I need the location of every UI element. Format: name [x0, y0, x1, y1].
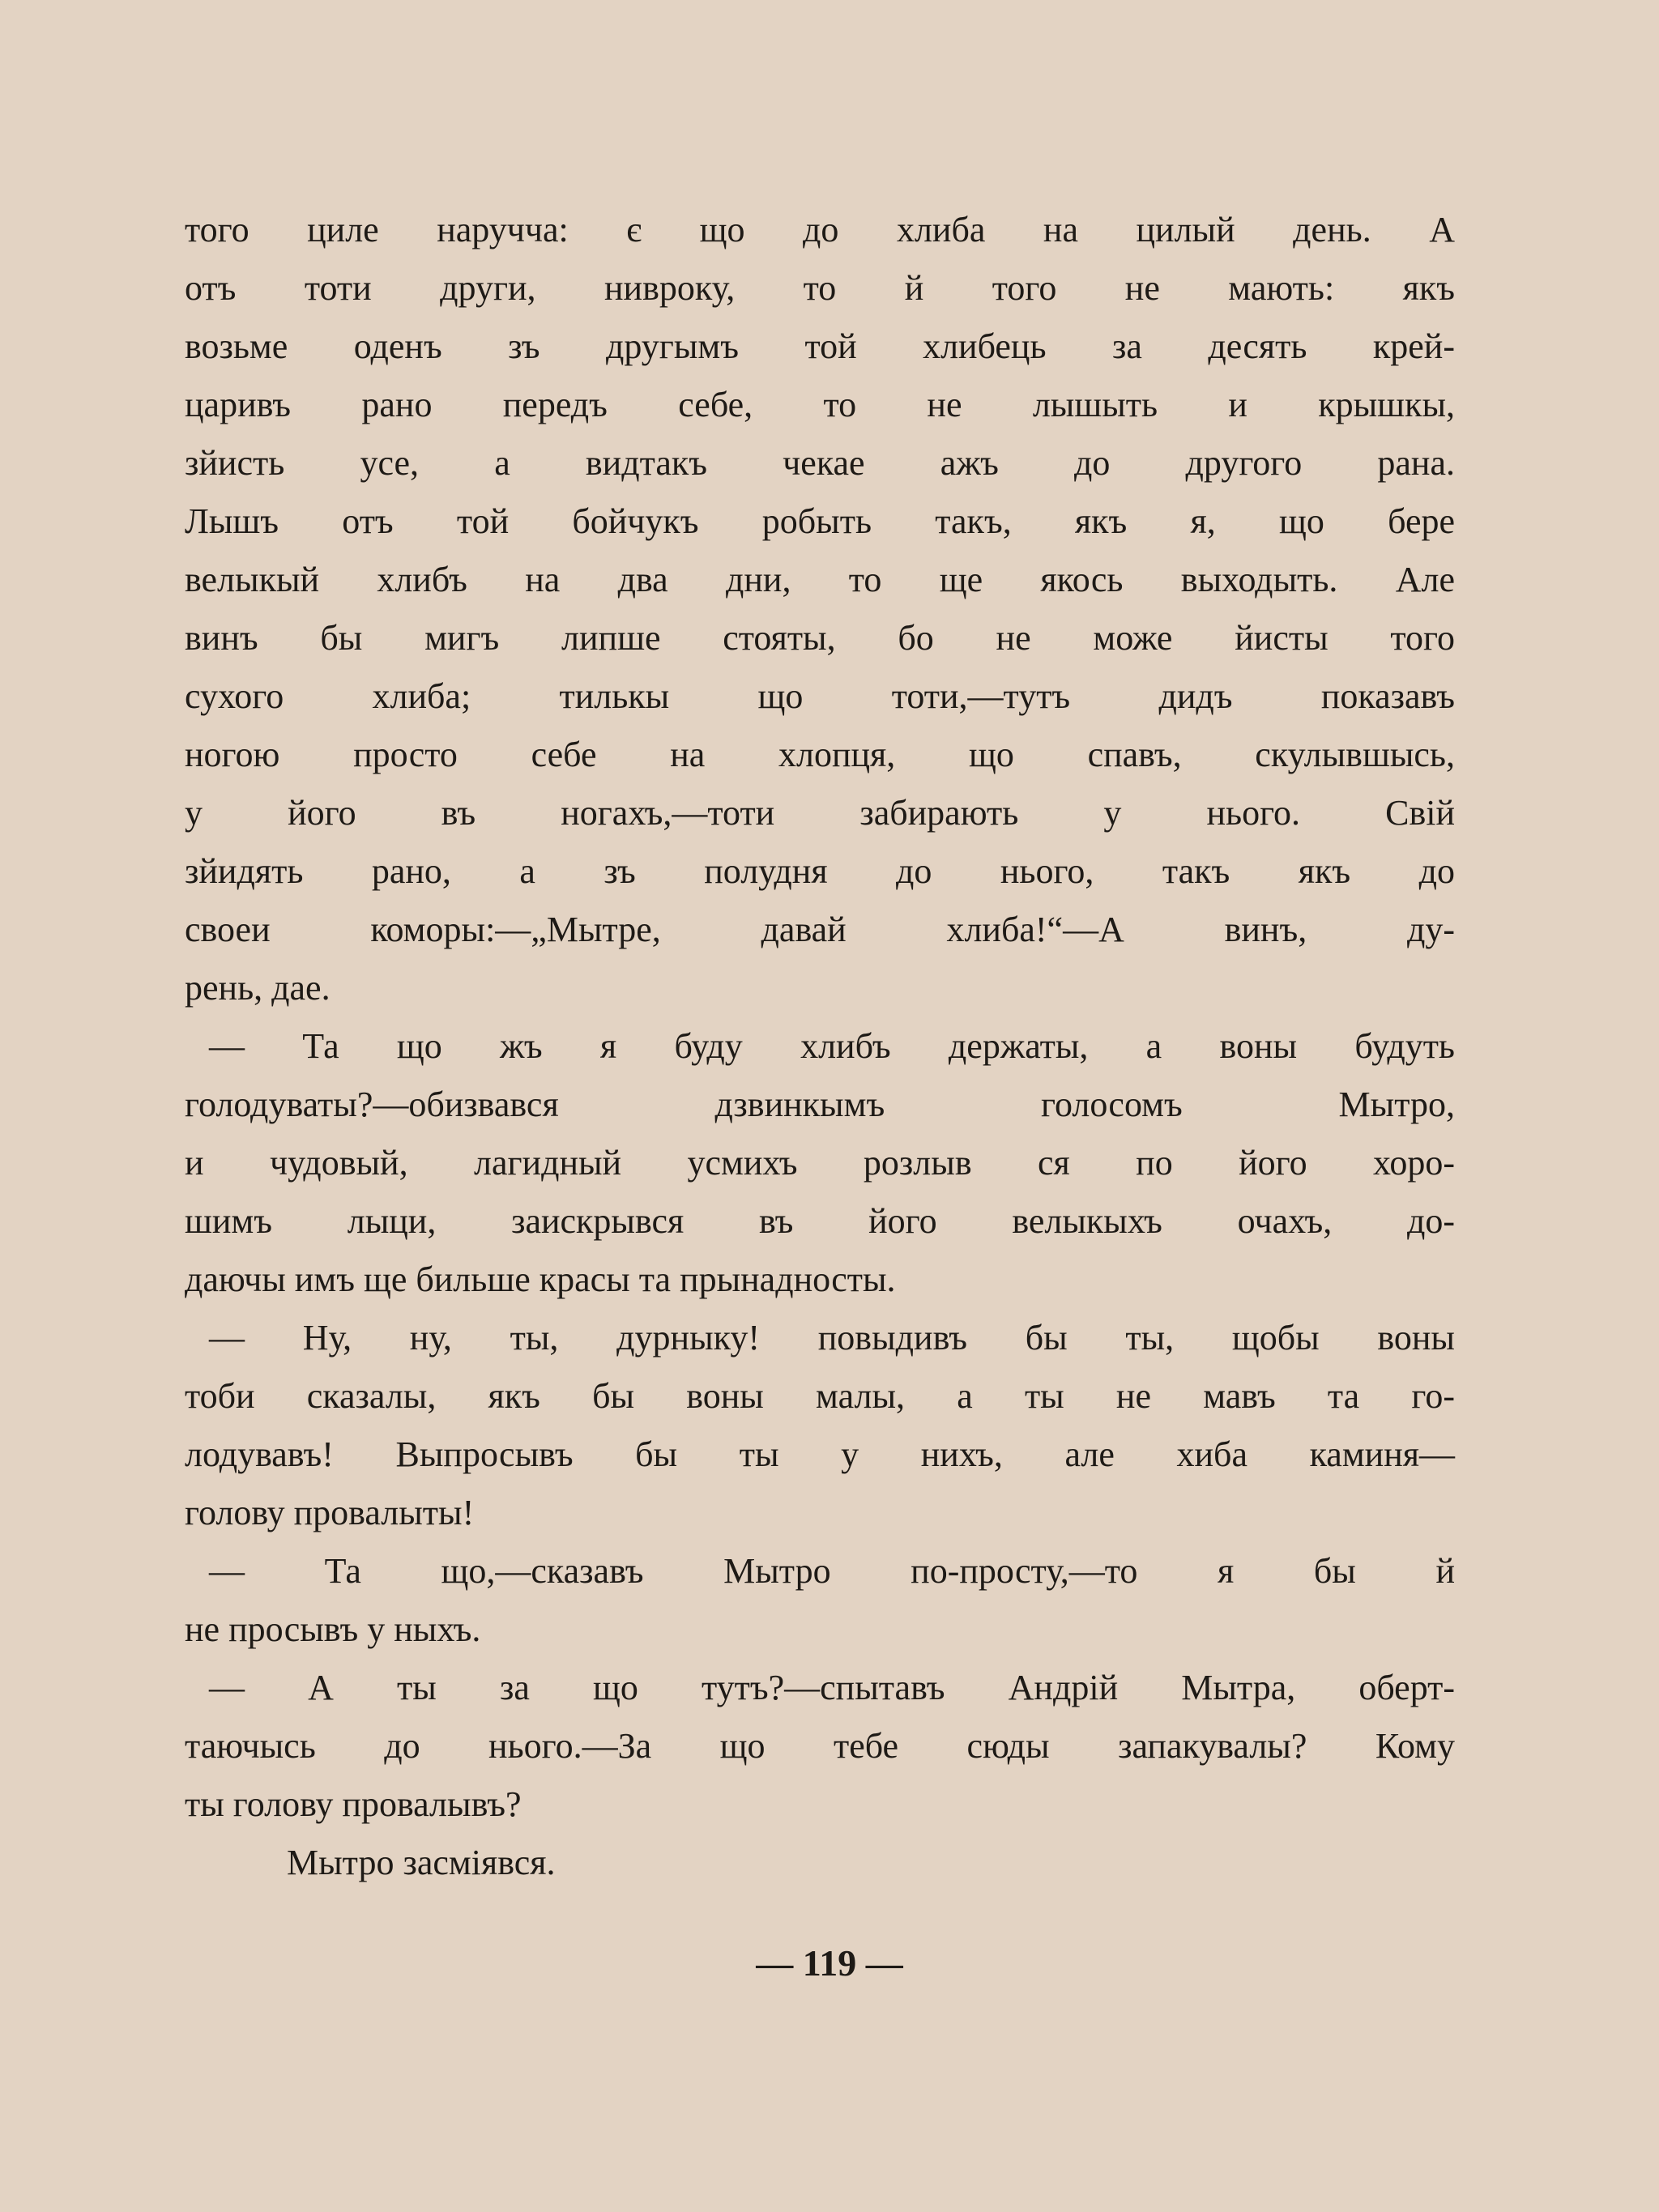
text-line: лодувавъ! Выпросывъ бы ты у нихъ, але хиба каминя— [185, 1434, 1455, 1474]
page-text [185, 201, 1455, 1892]
text-line: ногою просто себе на хлопця, що спавъ, скулывшысь, [185, 735, 1455, 774]
text-line: и чудовый, лагидный усмихъ розлыв ся по його хоро- [185, 1143, 1455, 1183]
text-line: тоби сказалы, якъ бы воны малы, а ты не мавъ та го- [185, 1376, 1455, 1416]
text-line: рень, дае. [185, 968, 331, 1008]
text-line: Лышъ отъ той бойчукъ робыть такъ, якъ я, що бере [185, 501, 1455, 541]
text-line: Мытро засміявся. [287, 1843, 556, 1882]
text-line: велыкый хлибъ на два дни, то ще якось выходыть. Але [185, 560, 1455, 599]
text-line: — Ну, ну, ты, дурныку! повыдивъ бы ты, щобы воны [209, 1318, 1455, 1357]
text-line: даючы имъ ще бильше красы та прынадносты. [185, 1259, 896, 1299]
text-line: — А ты за що тутъ?—спытавъ Андрій Мытра, оберт- [209, 1668, 1455, 1707]
text-line: ты голову провалывъ? [185, 1784, 522, 1824]
text-line: зйидять рано, а зъ полудня до нього, такъ якъ до [185, 851, 1455, 891]
text-line: шимъ лыци, заискрывся въ його велыкыхъ очахъ, до- [185, 1201, 1455, 1241]
page-number: — 119 — [756, 1942, 903, 1984]
text-line: сухого хлиба; тилькы що тоти,—тутъ дидъ показавъ [185, 676, 1455, 716]
text-line: таючысь до нього.—За що тебе сюды запакувалы? Кому [185, 1726, 1455, 1766]
text-line: — Та що,—сказавъ Мытро по-просту,—то я бы й [209, 1551, 1455, 1591]
text-line: отъ тоти други, нивроку, то й того не мають: якъ [185, 268, 1455, 308]
text-line: того циле наручча: є що до хлиба на цилый день. А [185, 210, 1455, 249]
text-line: своеи коморы:—„Мытре, давай хлиба!“—А винъ, ду- [185, 910, 1455, 949]
text-line: у його въ ногахъ,—тоти забирають у нього. Свій [185, 793, 1455, 833]
text-line: царивъ рано передъ себе, то не лышыть и крышкы, [185, 385, 1455, 424]
text-line: зйисть усе, а видтакъ чекае ажъ до другого рана. [185, 443, 1455, 483]
text-line: — Та що жъ я буду хлибъ держаты, а воны будуть [209, 1026, 1455, 1066]
text-line: голову провалыты! [185, 1493, 475, 1532]
text-line: винъ бы мигъ липше стояты, бо не може йисты того [185, 618, 1455, 658]
text-line: голодуваты?—обизвався дзвинкымъ голосомъ Мытро, [185, 1085, 1455, 1124]
text-line: возьме оденъ зъ другымъ той хлибець за десять крей- [185, 326, 1455, 366]
text-line: не просывъ у ныхъ. [185, 1609, 481, 1649]
